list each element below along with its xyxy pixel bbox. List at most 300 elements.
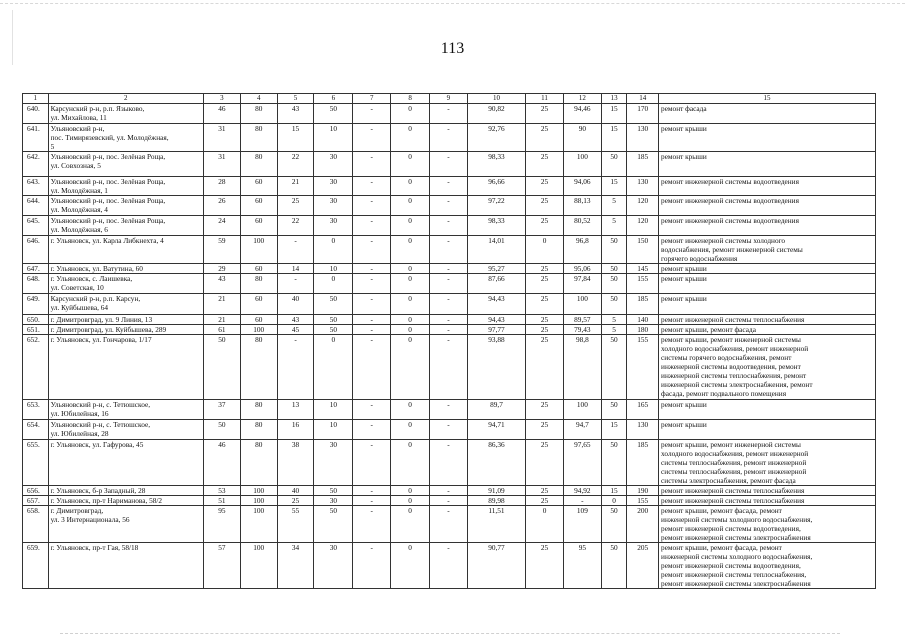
- value-cell: 80: [240, 104, 277, 124]
- value-cell: 15: [601, 486, 627, 496]
- value-cell: -: [353, 325, 391, 335]
- value-cell: 50: [601, 294, 627, 315]
- value-cell: 60: [240, 177, 277, 196]
- address-cell: г. Ульяновск, пр-т Гая, 58/18: [48, 543, 203, 589]
- value-cell: 43: [277, 104, 314, 124]
- value-cell: -: [430, 294, 468, 315]
- value-cell: 94,43: [467, 315, 525, 325]
- row-number: 642.: [23, 152, 49, 177]
- work-type-cell: ремонт инженерной системы водоотведения: [659, 196, 876, 216]
- value-cell: 55: [277, 506, 314, 543]
- row-number: 659.: [23, 543, 49, 589]
- address-cell: Ульяновский р-н, пос. Зелёная Роща, ул. Молодёжная, 6: [48, 216, 203, 236]
- work-type-cell: ремонт инженерной системы теплоснабжения: [659, 486, 876, 496]
- value-cell: 15: [601, 177, 627, 196]
- work-type-cell: ремонт инженерной системы теплоснабжения: [659, 315, 876, 325]
- value-cell: 185: [627, 294, 659, 315]
- value-cell: -: [430, 543, 468, 589]
- value-cell: -: [430, 506, 468, 543]
- value-cell: 60: [240, 196, 277, 216]
- value-cell: 0: [391, 496, 430, 506]
- table-row: [23, 216, 876, 236]
- table-row: [23, 196, 876, 216]
- value-cell: 22: [277, 152, 314, 177]
- value-cell: 92,76: [467, 124, 525, 152]
- table-row: [23, 264, 876, 274]
- value-cell: 51: [204, 496, 241, 506]
- value-cell: 29: [204, 264, 241, 274]
- value-cell: 40: [277, 486, 314, 496]
- value-cell: -: [430, 315, 468, 325]
- value-cell: 25: [526, 104, 564, 124]
- table-row: [23, 274, 876, 294]
- column-header: 9: [430, 94, 468, 104]
- value-cell: 50: [601, 335, 627, 400]
- value-cell: 98,33: [467, 216, 525, 236]
- value-cell: 205: [627, 543, 659, 589]
- value-cell: 100: [240, 325, 277, 335]
- value-cell: 96,8: [563, 236, 601, 264]
- address-cell: Карсунский р-н, р.п. Языково, ул. Михайлова, 11: [48, 104, 203, 124]
- value-cell: -: [353, 335, 391, 400]
- value-cell: 89,57: [563, 315, 601, 325]
- value-cell: 95,27: [467, 264, 525, 274]
- value-cell: 80: [240, 400, 277, 420]
- address-cell: Ульяновский р-н, пос. Зелёная Роща, ул. Молодёжная, 1: [48, 177, 203, 196]
- value-cell: 50: [601, 152, 627, 177]
- table-row: [23, 104, 876, 124]
- value-cell: 0: [391, 216, 430, 236]
- value-cell: 28: [204, 177, 241, 196]
- value-cell: 25: [526, 177, 564, 196]
- table-row: [23, 420, 876, 440]
- value-cell: 96,66: [467, 177, 525, 196]
- value-cell: 15: [601, 420, 627, 440]
- value-cell: 190: [627, 486, 659, 496]
- value-cell: 0: [314, 335, 353, 400]
- value-cell: 94,06: [563, 177, 601, 196]
- row-number: 650.: [23, 315, 49, 325]
- value-cell: 0: [601, 496, 627, 506]
- value-cell: 98,33: [467, 152, 525, 177]
- work-type-cell: ремонт крыши, ремонт инженерной системы холодного водоснабжения, ремонт инженерной системы теплоснабжения, ремонт инженерной системы теплоснабжения, ремонт инженерной системы электроснабжения, ремонт фасада: [659, 440, 876, 486]
- value-cell: 0: [391, 325, 430, 335]
- value-cell: -: [430, 440, 468, 486]
- value-cell: 120: [627, 196, 659, 216]
- value-cell: 14,01: [467, 236, 525, 264]
- value-cell: 30: [314, 216, 353, 236]
- value-cell: -: [353, 486, 391, 496]
- value-cell: -: [563, 496, 601, 506]
- table-header-row: [23, 94, 876, 104]
- row-number: 657.: [23, 496, 49, 506]
- value-cell: 30: [314, 440, 353, 486]
- value-cell: 185: [627, 152, 659, 177]
- address-cell: г. Ульяновск, с. Лаишевка, ул. Советская, 10: [48, 274, 203, 294]
- value-cell: 100: [240, 543, 277, 589]
- scan-top-edge: [0, 3, 905, 4]
- value-cell: 26: [204, 196, 241, 216]
- value-cell: 25: [526, 264, 564, 274]
- work-type-cell: ремонт инженерной системы водоотведения: [659, 216, 876, 236]
- column-header: 3: [204, 94, 241, 104]
- value-cell: 50: [601, 236, 627, 264]
- value-cell: 25: [526, 152, 564, 177]
- column-header: 14: [627, 94, 659, 104]
- repair-table: [22, 93, 876, 589]
- value-cell: 100: [240, 496, 277, 506]
- value-cell: 61: [204, 325, 241, 335]
- value-cell: 46: [204, 440, 241, 486]
- value-cell: 0: [391, 196, 430, 216]
- value-cell: 155: [627, 274, 659, 294]
- value-cell: 5: [601, 216, 627, 236]
- value-cell: 165: [627, 400, 659, 420]
- column-header: 15: [659, 94, 876, 104]
- row-number: 655.: [23, 440, 49, 486]
- value-cell: 16: [277, 420, 314, 440]
- value-cell: 0: [391, 104, 430, 124]
- scan-bottom-edge: [60, 633, 840, 634]
- value-cell: 21: [204, 294, 241, 315]
- address-cell: Ульяновский р-н, пос. Зелёная Роща, ул. Совхозная, 5: [48, 152, 203, 177]
- column-header: 10: [467, 94, 525, 104]
- value-cell: -: [430, 274, 468, 294]
- address-cell: Ульяновский р-н, с. Тетюшское, ул. Юбилейная, 28: [48, 420, 203, 440]
- value-cell: 88,13: [563, 196, 601, 216]
- value-cell: -: [353, 124, 391, 152]
- value-cell: 31: [204, 124, 241, 152]
- value-cell: -: [353, 294, 391, 315]
- value-cell: 25: [277, 496, 314, 506]
- value-cell: 50: [314, 325, 353, 335]
- row-number: 643.: [23, 177, 49, 196]
- value-cell: -: [430, 177, 468, 196]
- value-cell: 97,84: [563, 274, 601, 294]
- value-cell: 15: [601, 124, 627, 152]
- value-cell: 60: [240, 264, 277, 274]
- value-cell: -: [353, 104, 391, 124]
- value-cell: -: [353, 196, 391, 216]
- value-cell: 15: [601, 104, 627, 124]
- value-cell: 100: [563, 152, 601, 177]
- address-cell: г. Ульяновск, ул. Гончарова, 1/17: [48, 335, 203, 400]
- row-number: 652.: [23, 335, 49, 400]
- table-row: [23, 506, 876, 543]
- column-header: 12: [563, 94, 601, 104]
- value-cell: 94,92: [563, 486, 601, 496]
- value-cell: 30: [314, 196, 353, 216]
- value-cell: 30: [314, 496, 353, 506]
- value-cell: 50: [204, 420, 241, 440]
- value-cell: -: [353, 264, 391, 274]
- value-cell: -: [430, 335, 468, 400]
- value-cell: 0: [526, 506, 564, 543]
- value-cell: 0: [391, 177, 430, 196]
- work-type-cell: ремонт инженерной системы водоотведения: [659, 177, 876, 196]
- column-header: 7: [353, 94, 391, 104]
- row-number: 647.: [23, 264, 49, 274]
- address-cell: Ульяновский р-н, с. Тетюшское, ул. Юбилейная, 16: [48, 400, 203, 420]
- table-row: [23, 315, 876, 325]
- value-cell: -: [353, 506, 391, 543]
- value-cell: 91,09: [467, 486, 525, 496]
- value-cell: 25: [277, 196, 314, 216]
- work-type-cell: ремонт крыши: [659, 420, 876, 440]
- value-cell: 0: [391, 543, 430, 589]
- value-cell: -: [430, 486, 468, 496]
- value-cell: 170: [627, 104, 659, 124]
- value-cell: 87,66: [467, 274, 525, 294]
- value-cell: 22: [277, 216, 314, 236]
- value-cell: 100: [240, 236, 277, 264]
- value-cell: 0: [391, 152, 430, 177]
- value-cell: 100: [563, 294, 601, 315]
- value-cell: 89,7: [467, 400, 525, 420]
- value-cell: -: [353, 420, 391, 440]
- work-type-cell: ремонт крыши: [659, 294, 876, 315]
- value-cell: -: [430, 420, 468, 440]
- value-cell: 15: [277, 124, 314, 152]
- value-cell: 50: [601, 274, 627, 294]
- table-row: [23, 400, 876, 420]
- value-cell: -: [430, 325, 468, 335]
- table-row: [23, 486, 876, 496]
- value-cell: 0: [391, 315, 430, 325]
- column-header: 13: [601, 94, 627, 104]
- value-cell: 24: [204, 216, 241, 236]
- value-cell: -: [353, 274, 391, 294]
- value-cell: 0: [391, 400, 430, 420]
- value-cell: 25: [526, 440, 564, 486]
- value-cell: 60: [240, 315, 277, 325]
- value-cell: 94,7: [563, 420, 601, 440]
- column-header: 2: [48, 94, 203, 104]
- address-cell: г. Димитровград, ул. 3 Интернационала, 56: [48, 506, 203, 543]
- address-cell: Карсунский р-н, р.п. Карсун, ул. Куйбышева, 64: [48, 294, 203, 315]
- work-type-cell: ремонт инженерной системы теплоснабжения: [659, 496, 876, 506]
- value-cell: 0: [391, 506, 430, 543]
- value-cell: -: [353, 177, 391, 196]
- value-cell: 80: [240, 152, 277, 177]
- row-number: 658.: [23, 506, 49, 543]
- table-row: [23, 294, 876, 315]
- value-cell: -: [353, 400, 391, 420]
- value-cell: -: [430, 124, 468, 152]
- value-cell: 53: [204, 486, 241, 496]
- value-cell: 145: [627, 264, 659, 274]
- row-number: 651.: [23, 325, 49, 335]
- table-row: [23, 335, 876, 400]
- value-cell: 120: [627, 216, 659, 236]
- value-cell: 100: [240, 506, 277, 543]
- column-header: 8: [391, 94, 430, 104]
- value-cell: 21: [204, 315, 241, 325]
- value-cell: 180: [627, 325, 659, 335]
- value-cell: 25: [526, 124, 564, 152]
- value-cell: 50: [601, 440, 627, 486]
- value-cell: 97,65: [563, 440, 601, 486]
- value-cell: 130: [627, 420, 659, 440]
- value-cell: 60: [240, 216, 277, 236]
- value-cell: 50: [601, 543, 627, 589]
- column-header: 5: [277, 94, 314, 104]
- value-cell: 79,43: [563, 325, 601, 335]
- value-cell: 25: [526, 216, 564, 236]
- value-cell: 25: [526, 496, 564, 506]
- value-cell: 50: [204, 335, 241, 400]
- value-cell: 50: [314, 486, 353, 496]
- value-cell: 25: [526, 315, 564, 325]
- value-cell: -: [353, 236, 391, 264]
- value-cell: 0: [391, 294, 430, 315]
- value-cell: 0: [391, 420, 430, 440]
- value-cell: 30: [314, 543, 353, 589]
- address-cell: г. Ульяновск, б-р Западный, 28: [48, 486, 203, 496]
- value-cell: 109: [563, 506, 601, 543]
- value-cell: -: [353, 496, 391, 506]
- table-row: [23, 325, 876, 335]
- value-cell: 95,06: [563, 264, 601, 274]
- value-cell: 10: [314, 420, 353, 440]
- value-cell: -: [430, 400, 468, 420]
- work-type-cell: ремонт крыши: [659, 274, 876, 294]
- value-cell: 0: [391, 486, 430, 496]
- work-type-cell: ремонт крыши, ремонт инженерной системы холодного водоснабжения, ремонт инженерной системы горячего водоснабжения, ремонт инженерной системы водоотведения, ремонт инженерной системы теплоснабжения, ремонт инженерной системы электроснабжения, ремонт фасада, ремонт подвального помещения: [659, 335, 876, 400]
- row-number: 641.: [23, 124, 49, 152]
- value-cell: 30: [314, 152, 353, 177]
- value-cell: 11,51: [467, 506, 525, 543]
- row-number: 648.: [23, 274, 49, 294]
- work-type-cell: ремонт крыши: [659, 152, 876, 177]
- value-cell: 25: [526, 420, 564, 440]
- value-cell: 30: [314, 177, 353, 196]
- value-cell: -: [430, 104, 468, 124]
- value-cell: 50: [601, 264, 627, 274]
- value-cell: 100: [563, 400, 601, 420]
- value-cell: 25: [526, 294, 564, 315]
- value-cell: 43: [204, 274, 241, 294]
- value-cell: 90,77: [467, 543, 525, 589]
- value-cell: 38: [277, 440, 314, 486]
- value-cell: 0: [391, 236, 430, 264]
- value-cell: -: [277, 274, 314, 294]
- value-cell: 37: [204, 400, 241, 420]
- value-cell: 50: [314, 294, 353, 315]
- value-cell: 90: [563, 124, 601, 152]
- value-cell: 100: [240, 486, 277, 496]
- column-header: 1: [23, 94, 49, 104]
- row-number: 653.: [23, 400, 49, 420]
- value-cell: 95: [204, 506, 241, 543]
- value-cell: 25: [526, 325, 564, 335]
- value-cell: 45: [277, 325, 314, 335]
- value-cell: -: [430, 196, 468, 216]
- value-cell: 94,46: [563, 104, 601, 124]
- address-cell: г. Ульяновск, ул. Гафурова, 45: [48, 440, 203, 486]
- value-cell: 200: [627, 506, 659, 543]
- table-row: [23, 440, 876, 486]
- value-cell: -: [430, 496, 468, 506]
- value-cell: 185: [627, 440, 659, 486]
- value-cell: 0: [391, 440, 430, 486]
- column-header: 4: [240, 94, 277, 104]
- row-number: 645.: [23, 216, 49, 236]
- value-cell: 40: [277, 294, 314, 315]
- value-cell: 93,88: [467, 335, 525, 400]
- address-cell: г. Ульяновск, ул. Ватутина, 60: [48, 264, 203, 274]
- value-cell: 21: [277, 177, 314, 196]
- value-cell: 155: [627, 496, 659, 506]
- value-cell: -: [353, 315, 391, 325]
- table-row: [23, 177, 876, 196]
- value-cell: 80: [240, 124, 277, 152]
- value-cell: 5: [601, 325, 627, 335]
- value-cell: 80: [240, 440, 277, 486]
- value-cell: 0: [391, 124, 430, 152]
- value-cell: 25: [526, 486, 564, 496]
- value-cell: 94,71: [467, 420, 525, 440]
- value-cell: 5: [601, 196, 627, 216]
- value-cell: 14: [277, 264, 314, 274]
- value-cell: 13: [277, 400, 314, 420]
- value-cell: 150: [627, 236, 659, 264]
- table-row: [23, 124, 876, 152]
- value-cell: -: [277, 335, 314, 400]
- row-number: 649.: [23, 294, 49, 315]
- value-cell: 94,43: [467, 294, 525, 315]
- value-cell: -: [277, 236, 314, 264]
- value-cell: 0: [314, 236, 353, 264]
- work-type-cell: ремонт фасада: [659, 104, 876, 124]
- table-row: [23, 543, 876, 589]
- value-cell: 10: [314, 124, 353, 152]
- value-cell: 140: [627, 315, 659, 325]
- table-row: [23, 152, 876, 177]
- value-cell: -: [353, 216, 391, 236]
- value-cell: -: [353, 440, 391, 486]
- value-cell: 130: [627, 177, 659, 196]
- row-number: 644.: [23, 196, 49, 216]
- row-number: 654.: [23, 420, 49, 440]
- value-cell: 0: [391, 264, 430, 274]
- value-cell: 59: [204, 236, 241, 264]
- value-cell: 50: [601, 506, 627, 543]
- value-cell: 86,36: [467, 440, 525, 486]
- value-cell: 0: [391, 274, 430, 294]
- value-cell: 80,52: [563, 216, 601, 236]
- work-type-cell: ремонт крыши, ремонт фасада, ремонт инженерной системы холодного водоснабжения, ремонт инженерной системы водоотведения, ремонт инженерной системы теплоснабжения, ремонт инженерной системы электроснабжения: [659, 543, 876, 589]
- address-cell: г. Димитровград, ул. Куйбышева, 289: [48, 325, 203, 335]
- value-cell: 50: [314, 315, 353, 325]
- table-row: [23, 236, 876, 264]
- value-cell: 97,77: [467, 325, 525, 335]
- row-number: 646.: [23, 236, 49, 264]
- column-header: 11: [526, 94, 564, 104]
- value-cell: -: [430, 236, 468, 264]
- work-type-cell: ремонт крыши, ремонт фасада, ремонт инженерной системы холодного водоснабжения, ремонт инженерной системы водоотведения, ремонт инженерной системы электроснабжения: [659, 506, 876, 543]
- value-cell: 130: [627, 124, 659, 152]
- value-cell: 97,22: [467, 196, 525, 216]
- value-cell: 25: [526, 196, 564, 216]
- value-cell: 0: [391, 335, 430, 400]
- column-header: 6: [314, 94, 353, 104]
- value-cell: -: [353, 152, 391, 177]
- table-row: [23, 496, 876, 506]
- address-cell: Ульяновский р-н, пос. Зелёная Роща, ул. Молодёжная, 4: [48, 196, 203, 216]
- value-cell: -: [353, 543, 391, 589]
- value-cell: 98,8: [563, 335, 601, 400]
